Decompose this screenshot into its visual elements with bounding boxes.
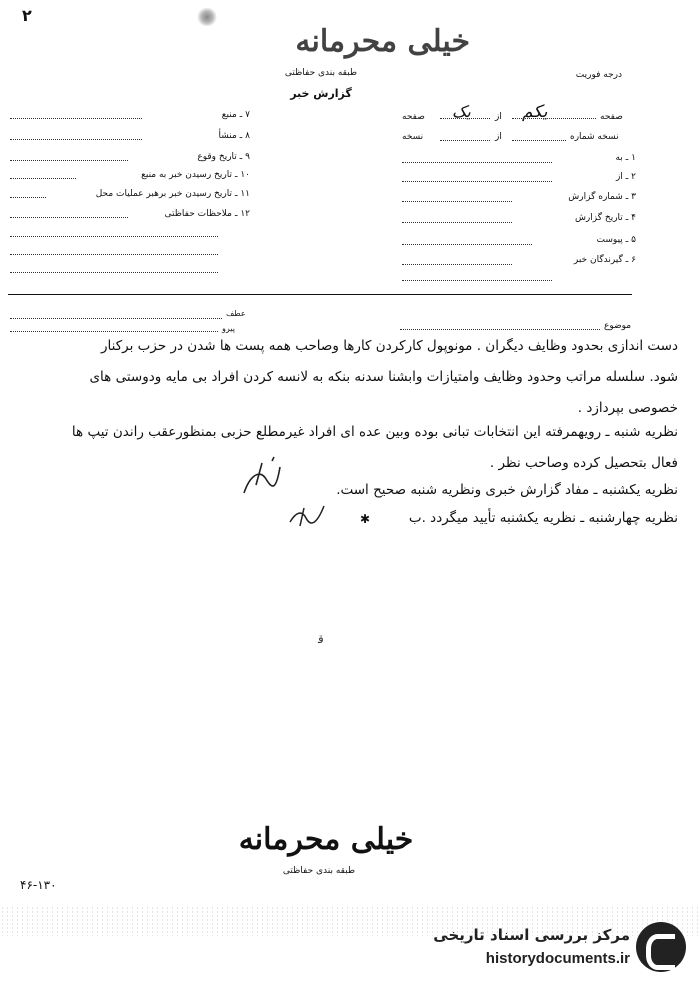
field-report-number-line — [402, 201, 512, 202]
copy-line — [512, 140, 566, 141]
subject-label: موضوع — [604, 321, 632, 331]
field-date-to-leader-line — [10, 197, 46, 198]
page-total: یک — [452, 102, 471, 121]
left-extra-line-2 — [10, 254, 218, 255]
document-number: ۴۶-۱۳۰ — [20, 878, 57, 892]
bottom-classification-caption: طبقه بندی حفاظتی — [282, 866, 356, 876]
field-security-notes: ۱۲ ـ ملاحظات حفاظتی — [164, 209, 250, 219]
field-date-to-leader: ۱۱ ـ تاریخ رسیدن خبر برهبر عملیات محل — [95, 189, 250, 199]
field-source-line — [10, 118, 142, 119]
field-report-number: ۳ ـ شماره گزارش — [568, 192, 636, 202]
field-security-notes-line — [10, 217, 128, 218]
field-origin-line — [10, 139, 142, 140]
section-divider — [8, 294, 632, 295]
watermark-line-1: مرکز بررسی اسناد تاریخی — [433, 926, 630, 944]
field-event-date: ۹ ـ تاریخ وقوع — [197, 152, 250, 162]
field-to: ۱ ـ به — [615, 153, 636, 163]
field-from: ۲ ـ از — [615, 172, 636, 182]
classification-caption: طبقه بندی حفاظتی — [284, 68, 358, 78]
copy-total-line — [440, 140, 490, 141]
field-report-date-line — [402, 222, 512, 223]
handwritten-initial-1-icon — [236, 455, 286, 501]
report-title: گزارش خبر — [290, 87, 352, 100]
watermark-logo-icon — [636, 922, 686, 972]
field-origin: ۸ ـ منشأ — [218, 131, 250, 141]
body-line-2: شود. سلسله مراتب وحدود وظایف وامتیازات وابشنا سدنه بنکه به لانسه کردن افراد بی مایه ودوستی های — [89, 369, 678, 385]
body-line-3: خصوصی بپردازد . — [577, 400, 678, 416]
left-extra-line-3 — [10, 272, 218, 273]
peyro-line — [10, 331, 218, 332]
handwritten-initial-2-icon — [286, 500, 330, 530]
body-line-4: نظریه شنبه ـ رویهمرفته این انتخابات تبانی بوده وبین عده ای افراد غیرمطلع حزبی بمنظورعقب راندن تیپ ها — [71, 424, 678, 440]
priority-label: درجه فوریت — [575, 70, 622, 80]
body-line-5: فعال بتحصیل کرده وصاحب نظر . — [489, 455, 678, 471]
field-date-to-source: ۱۰ ـ تاریخ رسیدن خبر به منبع — [141, 170, 250, 180]
atf-line — [10, 318, 222, 319]
body-line-7: نظریه چهارشنبه ـ نظریه یکشنبه تأیید میگردد .ب — [408, 510, 678, 526]
field-recipients-line — [402, 264, 512, 265]
watermark — [420, 920, 690, 976]
copy-suffix: نسخه — [402, 132, 424, 142]
page-total-line — [440, 118, 490, 119]
field-extra-line — [402, 280, 552, 281]
body-line-1: دست اندازی بحدود وظایف دیگران . مونوپول کارکردن کارها وصاحب همه پست ها شدن در حزب برکنار — [101, 338, 678, 354]
field-to-line — [402, 162, 552, 163]
body-line-6: نظریه یکشنبه ـ مفاد گزارش خبری ونظریه شنبه صحیح است. — [336, 482, 678, 498]
field-from-line — [402, 181, 552, 182]
atf-label: عطف — [226, 309, 246, 318]
copy-of-label: از — [495, 132, 502, 142]
asterisk-mark: ✱ — [360, 512, 371, 526]
peyro-label: پیرو — [222, 324, 235, 333]
field-event-date-line — [10, 160, 128, 161]
top-classification-stamp: خیلی محرمانه — [295, 24, 470, 59]
page-line — [512, 118, 596, 119]
page-label: صفحه — [600, 112, 623, 122]
watermark-line-2: historydocuments.ir — [485, 950, 630, 967]
left-extra-line-1 — [10, 236, 218, 237]
bottom-classification-stamp: خیلی محرمانه — [238, 822, 414, 857]
field-source: ۷ ـ منبع — [221, 110, 250, 120]
field-recipients: ۶ ـ گیرندگان خبر — [573, 255, 636, 265]
page-suffix: صفحه — [402, 112, 425, 122]
page-value: یکم — [522, 102, 548, 122]
field-date-to-source-line — [10, 178, 76, 179]
copy-label: نسخه شماره — [570, 132, 619, 142]
page-corner-number: ۲ — [22, 6, 32, 25]
subject-line — [400, 329, 600, 330]
field-report-date: ۴ ـ تاریخ گزارش — [574, 213, 636, 223]
field-attachment-line — [402, 244, 532, 245]
stray-mark: ﻗ — [318, 632, 324, 646]
page-of-label: از — [495, 112, 502, 122]
seal-mark-icon — [196, 8, 218, 26]
field-attachment: ۵ ـ پیوست — [596, 235, 636, 245]
